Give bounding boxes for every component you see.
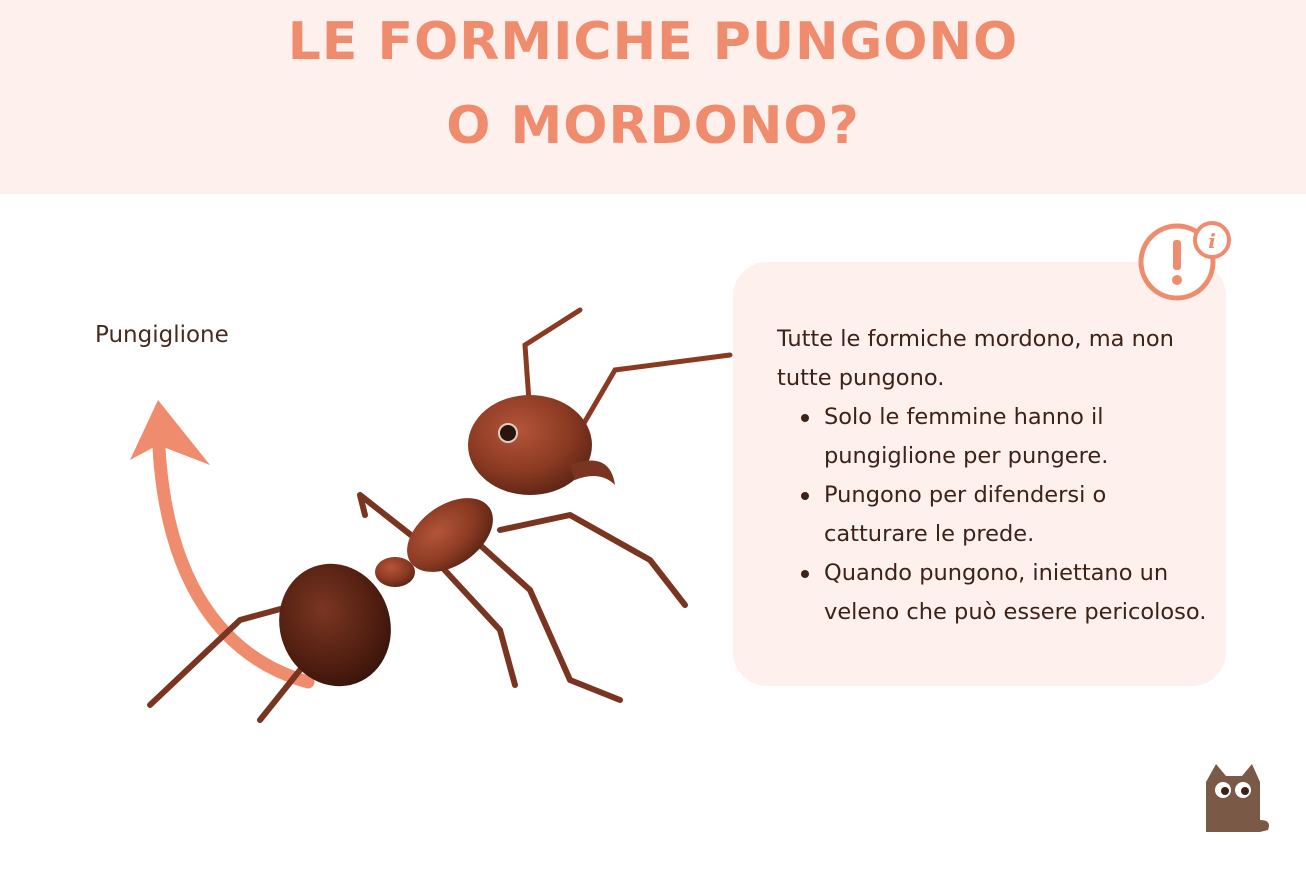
info-text (777, 320, 1207, 632)
exclamation-info-icon (1132, 218, 1232, 304)
ant-petiole (375, 557, 415, 587)
list-item: Solo le femmine hanno il pungiglione per pungere. (801, 398, 1207, 476)
page-title (0, 0, 1306, 168)
svg-text:i: i (1208, 229, 1216, 253)
title-line-2: O MORDONO? (446, 96, 860, 156)
info-bullet-list (801, 398, 1207, 632)
list-item: Quando pungono, iniettano un veleno che può essere pericoloso. (801, 554, 1207, 632)
title-line-1: LE FORMICHE PUNGONO (287, 12, 1019, 72)
ant-mandible (570, 461, 615, 486)
cat-logo-icon (1196, 760, 1272, 836)
ant-head (468, 395, 592, 495)
ant-eye (499, 424, 517, 442)
ant-illustration (130, 290, 750, 740)
stinger-label: Pungiglione (95, 322, 229, 348)
list-item: Pungono per difendersi o catturare le prede. (801, 476, 1207, 554)
header-banner (0, 0, 1306, 194)
info-intro: Tutte le formiche mordono, ma non tutte pungono. (777, 326, 1174, 391)
